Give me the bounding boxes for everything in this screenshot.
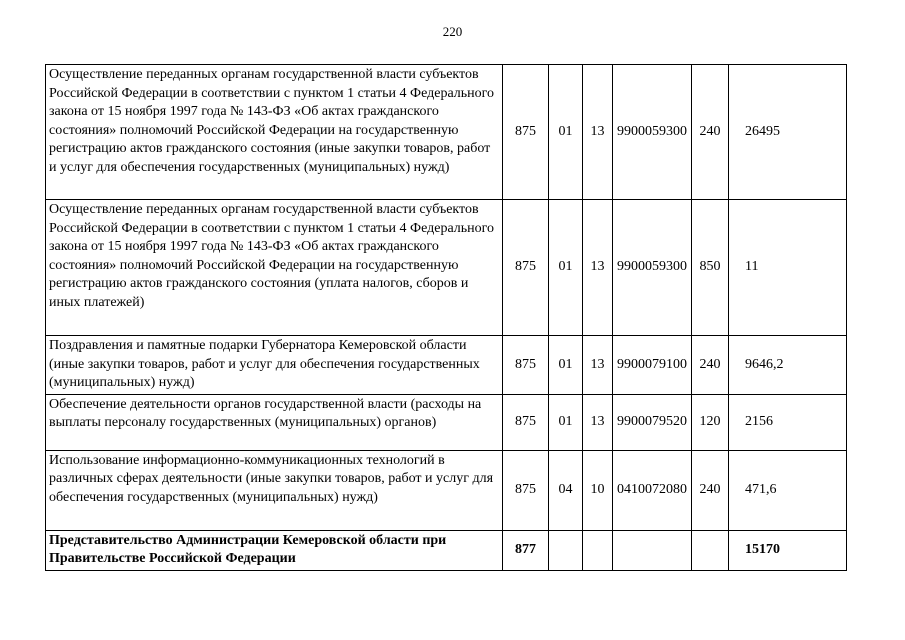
ministry-code: 875 — [503, 336, 549, 395]
section-code: 04 — [549, 450, 583, 530]
section-code — [549, 530, 583, 570]
row-description: Осуществление переданных органам государственной власти субъектов Российской Федерации в соответствии с пунктом 1 статьи 4 Федерального закона от 15 ноября 1997 года № 143-ФЗ «Об актах гражданского состояния» полномочий Российской Федерации на государственную регистрацию актов гражданского состояния (иные закупки товаров, работ и услуг для обеспечения государственных (муниципальных) нужд) — [46, 65, 503, 200]
amount: 11 — [729, 200, 847, 336]
table-row — [46, 394, 847, 450]
subsection-code: 13 — [583, 394, 613, 450]
amount: 26495 — [729, 65, 847, 200]
table-row — [46, 450, 847, 530]
section-code: 01 — [549, 336, 583, 395]
subsection-code: 13 — [583, 200, 613, 336]
section-code: 01 — [549, 200, 583, 336]
row-description: Осуществление переданных органам государственной власти субъектов Российской Федерации в соответствии с пунктом 1 статьи 4 Федерального закона от 15 ноября 1997 года № 143-ФЗ «Об актах гражданского состояния» полномочий Российской Федерации на государственную регистрацию актов гражданского состояния (уплата налогов, сборов и иных платежей) — [46, 200, 503, 336]
subsection-code: 13 — [583, 65, 613, 200]
target-article-code: 9900079100 — [613, 336, 692, 395]
ministry-code: 875 — [503, 394, 549, 450]
subsection-code — [583, 530, 613, 570]
row-description: Использование информационно-коммуникационных технологий в различных сферах деятельности (иные закупки товаров, работ и услуг для обеспечения государственных (муниципальных) нужд) — [46, 450, 503, 530]
amount: 2156 — [729, 394, 847, 450]
expense-type-code — [692, 530, 729, 570]
subsection-code: 10 — [583, 450, 613, 530]
ministry-code: 875 — [503, 450, 549, 530]
target-article-code — [613, 530, 692, 570]
amount: 471,6 — [729, 450, 847, 530]
section-code: 01 — [549, 65, 583, 200]
target-article-code: 9900079520 — [613, 394, 692, 450]
target-article-code: 9900059300 — [613, 200, 692, 336]
section-code: 01 — [549, 394, 583, 450]
page-number: 220 — [442, 24, 463, 39]
target-article-code: 0410072080 — [613, 450, 692, 530]
table-row — [46, 65, 847, 200]
expense-type-code: 850 — [692, 200, 729, 336]
target-article-code: 9900059300 — [613, 65, 692, 200]
table-row — [46, 336, 847, 395]
row-description: Представительство Администрации Кемеровской области при Правительстве Российской Федерации — [46, 530, 503, 570]
table-row — [46, 200, 847, 336]
table-row-total — [46, 530, 847, 570]
ministry-code: 875 — [503, 65, 549, 200]
expense-type-code: 240 — [692, 450, 729, 530]
ministry-code: 877 — [503, 530, 549, 570]
expense-type-code: 240 — [692, 65, 729, 200]
subsection-code: 13 — [583, 336, 613, 395]
ministry-code: 875 — [503, 200, 549, 336]
budget-table — [45, 64, 847, 571]
expense-type-code: 240 — [692, 336, 729, 395]
row-description: Поздравления и памятные подарки Губернатора Кемеровской области (иные закупки товаров, работ и услуг для обеспечения государственных (муниципальных) нужд) — [46, 336, 503, 395]
expense-type-code: 120 — [692, 394, 729, 450]
amount: 15170 — [729, 530, 847, 570]
row-description: Обеспечение деятельности органов государственной власти (расходы на выплаты персоналу государственных (муниципальных) органов) — [46, 394, 503, 450]
amount: 9646,2 — [729, 336, 847, 395]
